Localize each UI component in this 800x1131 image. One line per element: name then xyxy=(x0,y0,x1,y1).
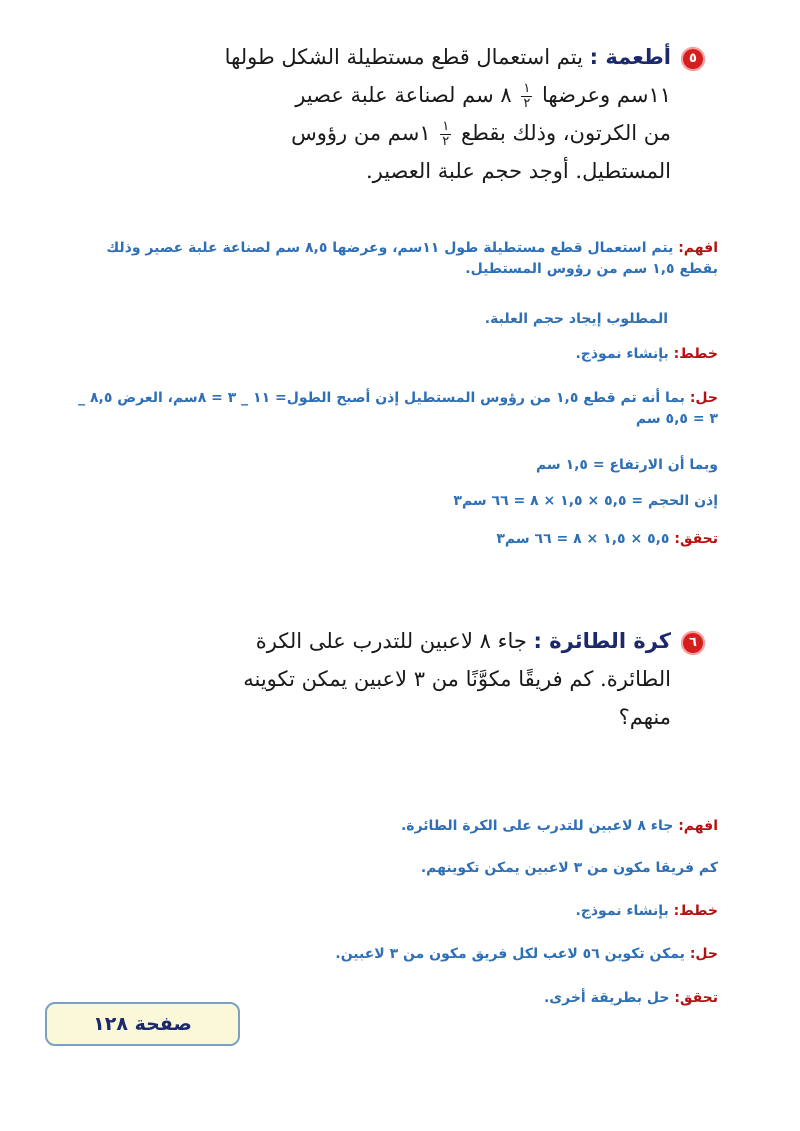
fraction-denominator: ٢ xyxy=(523,96,531,111)
check-text: ٥,٥ × ١,٥ × ٨ = ٦٦ سم٣ xyxy=(496,531,670,547)
height-row: وبما أن الارتفاع = ١,٥ سم xyxy=(535,457,718,473)
check-label: تحقق: xyxy=(674,990,718,1006)
solve-text: بما أنه تم قطع ١,٥ من رؤوس المستطيل إذن أصبح الطول= ١١ _ ٣ = ٨سم، العرض ٨,٥ _ ٣ = ٥,٥ سم xyxy=(78,390,718,427)
plan-text: بإنشاء نموذج. xyxy=(575,346,669,362)
understand-label: افهم: xyxy=(678,240,718,256)
problem-5-line-3 xyxy=(145,114,705,152)
understand-text: جاء ٨ لاعبين للتدرب على الكرة الطائرة. xyxy=(400,818,674,834)
problem-6-line-2: الطائرة. كم فريقًا مكوَّنًا من ٣ لاعبين يمكن تكوينه xyxy=(243,667,671,691)
understand-label: افهم: xyxy=(678,818,718,834)
volume-row: إذن الحجم = ٥,٥ × ١,٥ × ٨ = ٦٦ سم٣ xyxy=(453,493,718,509)
problem-text: ١١سم وعرضها xyxy=(542,83,671,107)
plan-row xyxy=(575,903,718,919)
solve-row xyxy=(335,946,718,962)
plan-row xyxy=(575,346,718,362)
problem-title: أطعمة : xyxy=(589,45,671,69)
page-number: صفحة ١٢٨ xyxy=(93,1013,192,1035)
fraction-half xyxy=(521,82,532,111)
fraction-numerator: ١ xyxy=(442,119,450,134)
problem-number-badge: ٥ xyxy=(681,47,705,71)
understand-row xyxy=(401,818,718,834)
solve-text: يمكن تكوين ٥٦ لاعب لكل فريق مكون من ٣ لاعبين. xyxy=(335,946,685,962)
problem-5-line-2 xyxy=(145,76,705,114)
problem-5-line-4: المستطيل. أوجد حجم علبة العصير. xyxy=(365,159,671,183)
problem-6-line-3: منهم؟ xyxy=(618,705,671,729)
problem-text: يتم استعمال قطع مستطيلة الشكل طولها xyxy=(224,45,583,69)
problem-title: كرة الطائرة : xyxy=(533,629,671,653)
solve-label: حل: xyxy=(689,946,718,962)
check-text: حل بطريقة أخرى. xyxy=(543,990,670,1006)
problem-text: ١سم من رؤوس xyxy=(291,121,431,145)
plan-label: خطط: xyxy=(673,903,718,919)
problem-number-badge: ٦ xyxy=(681,631,705,655)
plan-label: خطط: xyxy=(673,346,718,362)
understand-text: يتم استعمال قطع مستطيلة طول ١١سم، وعرضها ٨,٥ سم لصناعة علبة عصير وذلك بقطع ١,٥ سم من رؤوس المستطيل. xyxy=(106,240,718,277)
solve-label: حل: xyxy=(689,390,718,406)
problem-5-line-1 xyxy=(145,38,705,76)
problem-5 xyxy=(145,38,705,190)
problem-text: جاء ٨ لاعبين للتدرب على الكرة xyxy=(255,629,527,653)
fraction-denominator: ٢ xyxy=(442,134,450,149)
fraction-numerator: ١ xyxy=(523,81,531,96)
required-row: المطلوب إيجاد حجم العلبة. xyxy=(484,311,668,327)
problem-6-line-1 xyxy=(145,622,705,660)
fraction-half xyxy=(440,120,451,149)
plan-text: بإنشاء نموذج. xyxy=(575,903,669,919)
check-label: تحقق: xyxy=(674,531,718,547)
problem-6 xyxy=(145,622,705,736)
problem-text: من الكرتون، وذلك بقطع xyxy=(460,121,671,145)
understand-row xyxy=(78,238,718,280)
solve-row xyxy=(78,388,718,430)
problem-text: ٨ سم لصناعة علبة عصير xyxy=(295,83,512,107)
check-row xyxy=(496,531,718,547)
check-row xyxy=(544,990,718,1006)
question-row: كم فريقا مكون من ٣ لاعبين يمكن تكوينهم. xyxy=(420,860,718,876)
page-number-box xyxy=(45,1002,240,1046)
